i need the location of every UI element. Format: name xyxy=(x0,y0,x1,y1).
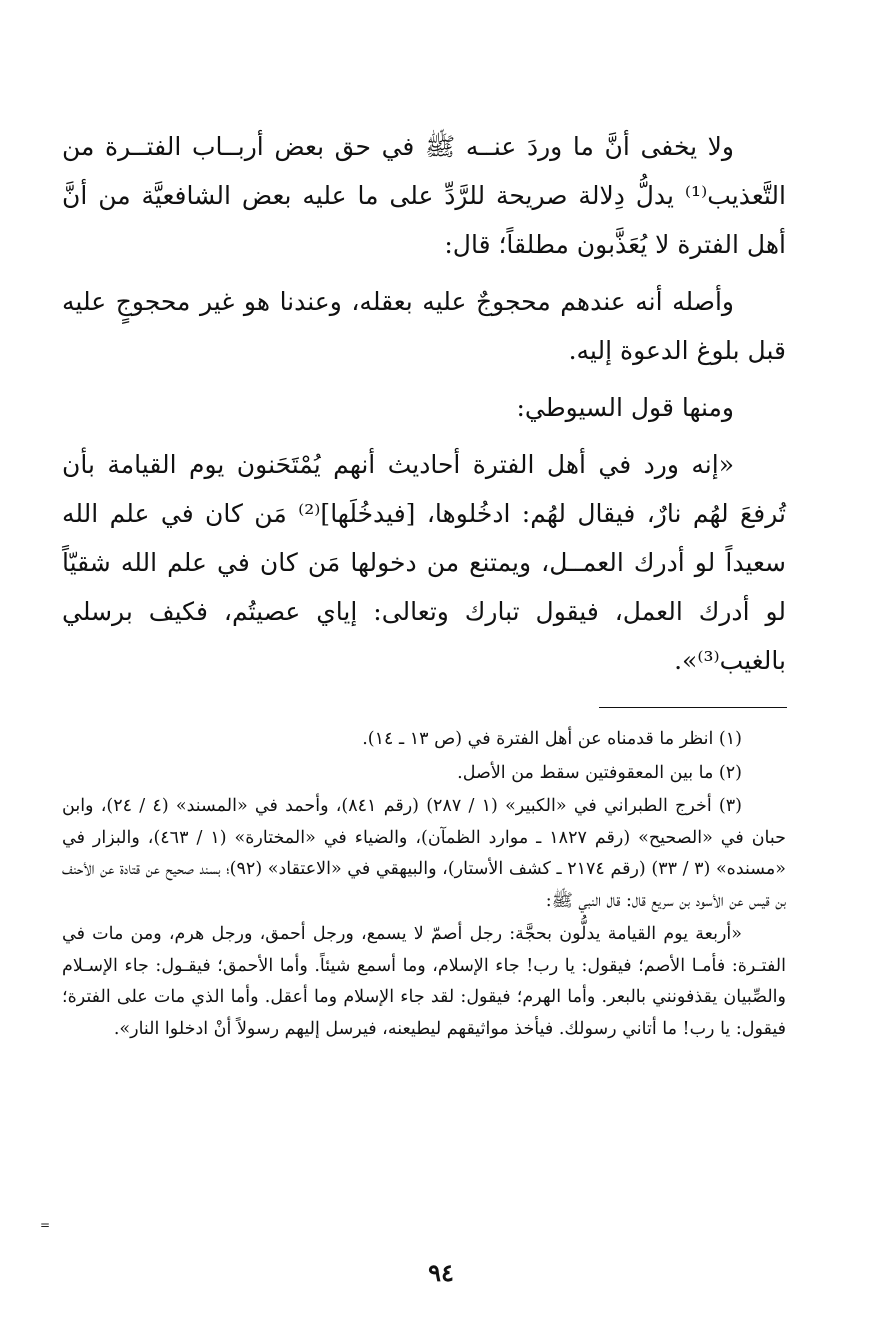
footnotes xyxy=(62,724,786,1047)
paragraph-2: وأصله أنه عندهم محجوجٌ عليه بعقله، وعندنا هو غير محجوجٍ عليه قبل بلوغ الدعوة إليه. xyxy=(62,287,786,365)
page-number: ٩٤ xyxy=(428,1258,454,1287)
footnote-2: (٢) ما بين المعقوفتين سقط من الأصل. xyxy=(457,762,742,783)
main-text xyxy=(62,122,786,693)
footnote-3-hadith: «أربعة يوم القيامة يدلُّون بحجَّة: رجل أصمّ لا يسمع، ورجل أحمق، ورجل هرم، ومن مات في الفتـرة: فأمـا الأصم؛ فيقول: يا رب! جاء الإسلام، وما أسمع شيئاً. وأما الأحمق؛ فيقـول: جاء الإسـلام والصِّبيان يقذفونني بالبعر. وأما الهرم؛ فيقول: لقد جاء الإسلام وما أعقل. وأما الذي مات على الفترة؛ فيقول: يا رب! ما أتاني رسولك. فيأخذ مواثيقهم ليطيعنه، فيرسل إليهم رسولاً أنْ ادخلوا النار». xyxy=(62,924,786,1039)
paragraph-3: ومنها قول السيوطي: xyxy=(516,393,734,422)
margin-mark: = xyxy=(40,1218,51,1232)
paragraph-4: «إنه ورد في أهل الفترة أحاديث أنهم يُمْتَحَنون يوم القيامة بأن تُرفعَ لهُم نارٌ، فيقال لهُم: ادخُلوها، [فيدخُلَها]⁽²⁾ مَن كان في علم الله سعيداً لو أدرك العمــل، ويمتنع من دخولها مَن كان في علم الله شقيّاً لو أدرك العمل، فيقول تبارك وتعالى: إياي عصيتُم، فكيف برسلي بالغيب⁽³⁾». xyxy=(62,450,786,675)
footnote-separator xyxy=(599,707,787,708)
footnote-3: (٣) أخرج الطبراني في «الكبير» (١ / ٢٨٧) (رقم ٨٤١)، وأحمد في «المسند» (٤ / ٢٤)، وابن حبان في «الصحيح» (رقم ١٨٢٧ ـ موارد الظمآن)، والضياء في «المختارة» (١ / ٤٦٣)، والبزار في «مسنده» (٣ / ٣٣) (رقم ٢١٧٤ ـ كشف الأستار)، والبيهقي في «الاعتقاد» (٩٢)؛ بسند صحيح عن قتادة عن الأحنف بن قيس عن الأسود بن سريع قال: قال النبي ﷺ: xyxy=(62,796,786,911)
footnote-1: (١) انظر ما قدمناه عن أهل الفترة في (ص ١٣ ـ ١٤). xyxy=(362,729,742,749)
paragraph-1: ولا يخفى أنَّ ما وردَ عنــه ﷺ في حق بعض أربــاب الفتــرة من التَّعذيب⁽¹⁾ يدلُّ دِلالة صريحة للرَّدِّ على ما عليه بعض الشافعيَّة من أنَّ أهل الفترة لا يُعَذَّبون مطلقاً؛ قال: xyxy=(62,132,786,259)
